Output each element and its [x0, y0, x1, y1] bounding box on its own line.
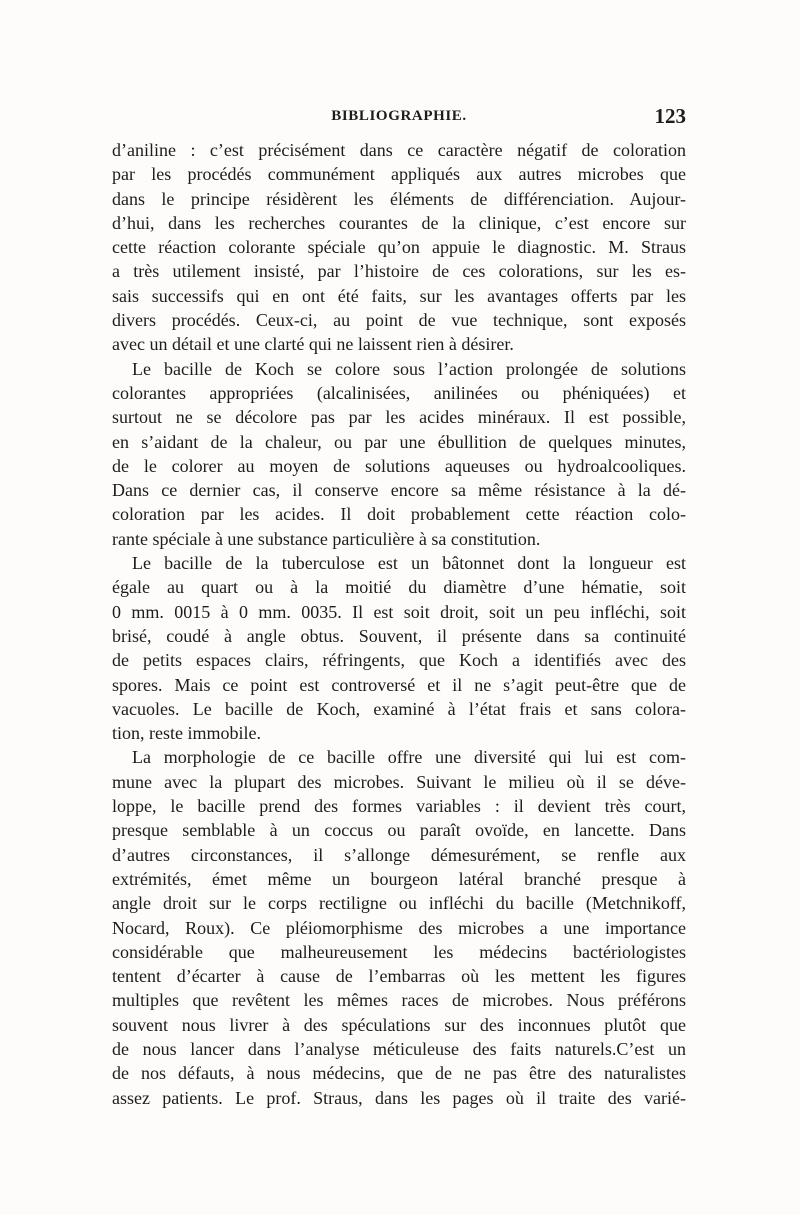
paragraph: [112, 745, 686, 1109]
text-line: angle droit sur le corps rectiligne ou infléchi du bacille (Metchnikoff,: [112, 893, 686, 914]
running-head: [112, 100, 686, 130]
text-line: sais successifs qui en ont été faits, sur les avantages offerts par les: [112, 285, 686, 306]
paragraph: [112, 357, 686, 551]
text-line: loppe, le bacille prend des formes variables : il devient très court,: [112, 796, 686, 817]
text-line: de le colorer au moyen de solutions aqueuses ou hydroalcooliques.: [112, 455, 686, 476]
paragraph: [112, 138, 686, 357]
text-line: coloration par les acides. Il doit probablement cette réaction colo-: [112, 504, 686, 525]
text-line: rante spéciale à une substance particulière à sa constitution.: [112, 528, 541, 549]
text-line: en s’aidant de la chaleur, ou par une ébullition de quelques minutes,: [112, 431, 686, 452]
text-line: mune avec la plupart des microbes. Suivant le milieu où il se déve-: [112, 771, 686, 792]
text-line: divers procédés. Ceux-ci, au point de vue technique, sont exposés: [112, 310, 686, 331]
text-line: Le bacille de la tuberculose est un bâtonnet dont la longueur est: [132, 553, 686, 574]
text-line: spores. Mais ce point est controversé et il ne s’agit peut-être que de: [112, 674, 686, 695]
text-line: 0 mm. 0015 à 0 mm. 0035. Il est soit droit, soit un peu infléchi, soit: [112, 601, 686, 622]
body-text: [112, 138, 686, 1110]
text-line: Le bacille de Koch se colore sous l’action prolongée de solutions: [132, 358, 686, 379]
paragraph: [112, 551, 686, 745]
text-line: surtout ne se décolore pas par les acides minéraux. Il est possible,: [112, 407, 686, 428]
text-line: considérable que malheureusement les médecins bactériologistes: [112, 941, 686, 962]
running-title: BIBLIOGRAPHIE.: [331, 108, 467, 124]
page-number: 123: [654, 104, 686, 128]
text-line: Dans ce dernier cas, il conserve encore sa même résistance à la dé-: [112, 480, 686, 501]
text-line: vacuoles. Le bacille de Koch, examiné à l’état frais et sans colora-: [112, 698, 686, 719]
text-line: par les procédés communément appliqués aux autres microbes que: [112, 164, 686, 185]
text-line: de nous lancer dans l’analyse méticuleuse des faits naturels.C’est un: [112, 1038, 686, 1059]
text-line: de petits espaces clairs, réfringents, que Koch a identifiés avec des: [112, 650, 686, 671]
text-line: avec un détail et une clarté qui ne laissent rien à désirer.: [112, 334, 514, 355]
text-line: dans le principe résidèrent les éléments de différenciation. Aujour-: [112, 188, 686, 209]
text-line: d’aniline : c’est précisément dans ce caractère négatif de coloration: [112, 140, 686, 160]
text-line: assez patients. Le prof. Straus, dans les pages où il traite des varié-: [112, 1087, 686, 1108]
text-line: d’hui, dans les recherches courantes de la clinique, c’est encore sur: [112, 212, 686, 233]
text-line: Nocard, Roux). Ce pléiomorphisme des microbes a une importance: [112, 917, 686, 938]
text-line: multiples que revêtent les mêmes races de microbes. Nous préférons: [112, 990, 686, 1011]
text-line: de nos défauts, à nous médecins, que de ne pas être des naturalistes: [112, 1063, 686, 1084]
text-line: presque semblable à un coccus ou paraît ovoïde, en lancette. Dans: [112, 820, 686, 841]
text-line: égale au quart ou à la moitié du diamètre d’une hématie, soit: [112, 577, 686, 598]
text-line: tentent d’écarter à cause de l’embarras où les mettent les figures: [112, 966, 686, 987]
text-line: cette réaction colorante spéciale qu’on appuie le diagnostic. M. Straus: [112, 237, 686, 258]
text-line: extrémités, émet même un bourgeon latéral branché presque à: [112, 868, 686, 889]
text-line: colorantes appropriées (alcalinisées, anilinées ou phéniquées) et: [112, 382, 686, 403]
text-line: d’autres circonstances, il s’allonge démesurément, se renfle aux: [112, 844, 686, 865]
text-line: brisé, coudé à angle obtus. Souvent, il présente dans sa continuité: [112, 625, 686, 646]
text-line: La morphologie de ce bacille offre une diversité qui lui est com-: [132, 747, 686, 768]
text-line: souvent nous livrer à des spéculations sur des inconnues plutôt que: [112, 1014, 686, 1035]
text-line: a très utilement insisté, par l’histoire de ces colorations, sur les es-: [112, 261, 686, 282]
text-line: tion, reste immobile.: [112, 723, 261, 744]
